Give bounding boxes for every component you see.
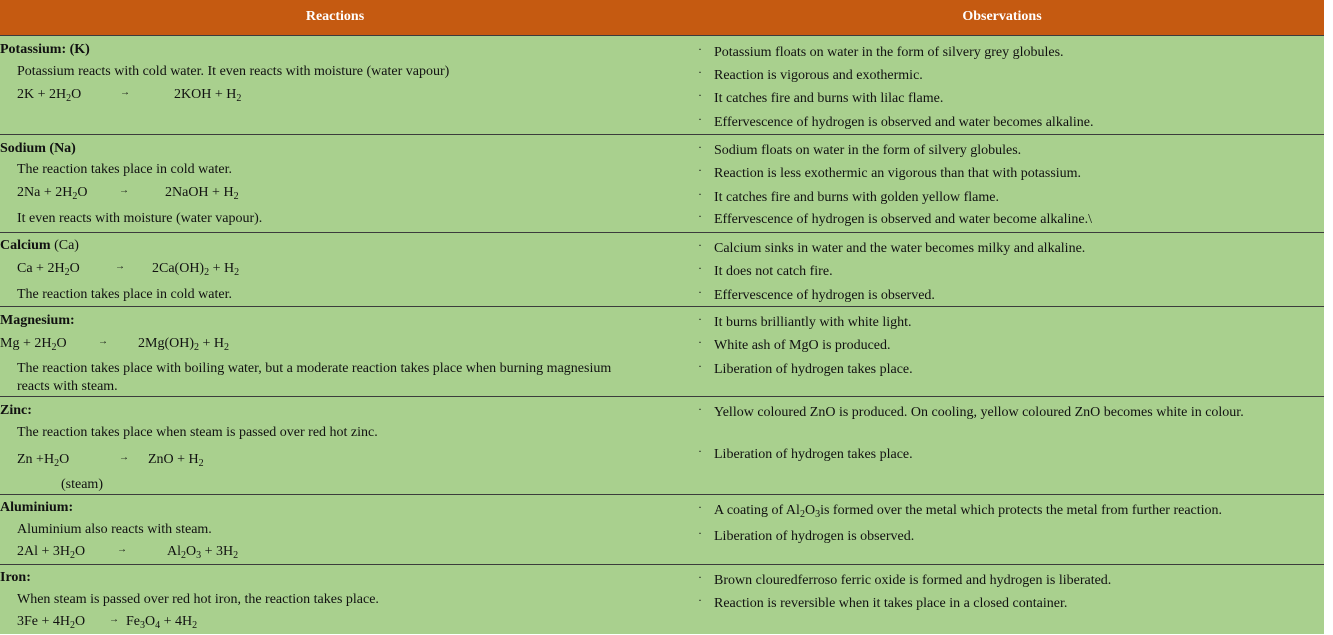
equation-products: 2NaOH + $H_2$ bbox=[165, 185, 239, 202]
table-header bbox=[0, 0, 1324, 35]
bullet-icon: · bbox=[698, 65, 702, 79]
reaction-text: Potassium reacts with cold water. It even reacts with moisture (water vapour) bbox=[17, 64, 450, 79]
arrow-icon: → bbox=[120, 87, 130, 98]
bullet-icon: · bbox=[698, 112, 702, 126]
reaction-text: The reaction takes place when steam is passed over red hot zinc. bbox=[17, 425, 378, 440]
table-row-calcium: Calcium (Ca) $Ca + 2H_2O$ → $2Ca(OH)_2 + H_2$ The reaction takes place in cold water. · Calcium sinks in water and the water becomes milky and alkaline. · It does not catch fire. · Effervescence of hydrogen is observed. bbox=[0, 232, 1324, 307]
bullet-icon: · bbox=[698, 444, 702, 458]
metal-title: Iron: bbox=[0, 570, 31, 585]
bullet-icon: · bbox=[698, 88, 702, 102]
equation-reactants: $Mg + 2H_2O$ bbox=[0, 336, 67, 353]
table-row-magnesium: Magnesium: $Mg + 2H_2O$ → $2Mg(OH)_2 + H_2$ The reaction takes place with boiling water, but a moderate reaction takes place when burning magnesium reacts with steam. · It burns brilliantly with white light. · White ash of MgO is produced. · Liberation of hydrogen takes place. bbox=[0, 306, 1324, 397]
equation-products: $2Ca(OH)_2 + H_2$ bbox=[152, 261, 240, 278]
observations-column-header: Observations bbox=[962, 9, 1042, 24]
bullet-icon: · bbox=[698, 526, 702, 540]
bullet-icon: · bbox=[698, 42, 702, 56]
bullet-icon: · bbox=[698, 359, 702, 373]
table-row-potassium: Potassium: (K) Potassium reacts with cold water. It even reacts with moisture (water vapour) $2K + 2H_2O$ → $2KOH + H_2$ · Potassium floats on water in the form of silvery grey globules. · Reaction is vigorous and exothermic. · It catches fire and burns with lilac flame. · Effervescence of hydrogen is observed and water becomes alkaline. bbox=[0, 35, 1324, 135]
bullet-icon: · bbox=[698, 187, 702, 201]
equation-reactants: $3Fe + 4H_2O$ bbox=[17, 614, 86, 631]
reactions-column-header: Reactions bbox=[305, 9, 365, 24]
reaction-text: When steam is passed over red hot iron, the reaction takes place. bbox=[17, 592, 379, 607]
metal-title: Sodium (Na) bbox=[0, 141, 76, 156]
reaction-text: The reaction takes place in cold water. bbox=[17, 287, 232, 302]
metal-title: Magnesium: bbox=[0, 313, 75, 328]
arrow-icon: → bbox=[119, 452, 129, 463]
equation-reactants: $Zn +H_2O$ bbox=[17, 452, 70, 469]
arrow-icon: → bbox=[119, 185, 129, 196]
equation-reactants: $Ca + 2H_2O$ bbox=[17, 261, 80, 278]
equation-reactants: $2Al + 3H_2O$ bbox=[17, 544, 86, 561]
metal-title: Calcium (Ca) bbox=[0, 238, 79, 253]
equation-reactants: $2Na + 2H_2O$ bbox=[17, 185, 88, 202]
equation-products: $Al_2O_3 + 3H_2$ bbox=[167, 544, 239, 561]
equation-products: ZnO + $H_2$ bbox=[148, 452, 204, 469]
equation-reactants: $2K + 2H_2O$ bbox=[17, 87, 82, 104]
bullet-icon: · bbox=[698, 238, 702, 252]
reaction-text: It even reacts with moisture (water vapour). bbox=[17, 211, 263, 226]
bullet-icon: · bbox=[698, 209, 702, 223]
bullet-icon: · bbox=[698, 261, 702, 275]
reaction-text: The reaction takes place with boiling water, but a moderate reaction takes place when burning magnesium reacts with steam. bbox=[17, 361, 612, 394]
table-row-sodium: Sodium (Na) The reaction takes place in cold water. $2Na + 2H_2O$ → 2NaOH + $H_2$ It even reacts with moisture (water vapour). · Sodium floats on water in the form of silvery globules. · Reaction is less exothermic an vigorous than that with potassium. · It catches fire and burns with golden yellow flame. · Effervescence of hydrogen is observed and water become alkaline.\ bbox=[0, 134, 1324, 233]
bullet-icon: · bbox=[698, 140, 702, 154]
table-row-iron: Iron: When steam is passed over red hot iron, the reaction takes place. $3Fe + 4H_2O$ → $Fe_3O_4 + 4H_2$ · Brown clouredferroso ferric oxide is formed and hydrogen is liberated. · Reaction is reversible when it takes place in a closed container. bbox=[0, 564, 1324, 635]
bullet-icon: · bbox=[698, 500, 702, 514]
metal-title: Zinc: bbox=[0, 403, 32, 418]
equation-products: $2Mg(OH)_2 + H_2$ bbox=[138, 336, 230, 353]
arrow-icon: → bbox=[115, 261, 125, 272]
arrow-icon: → bbox=[98, 336, 108, 347]
table-row-aluminium: Aluminium: Aluminium also reacts with steam. $2Al + 3H_2O$ → $Al_2O_3 + 3H_2$ · A coating of $Al_2O_3is$ formed over the metal which protects the metal from further reaction. · Liberation of hydrogen is observed. bbox=[0, 494, 1324, 565]
bullet-icon: · bbox=[698, 593, 702, 607]
steam-note: (steam) bbox=[61, 477, 103, 492]
arrow-icon: → bbox=[109, 614, 119, 625]
metal-title: Aluminium: bbox=[0, 500, 74, 515]
bullet-icon: · bbox=[698, 402, 702, 416]
equation-products: $2KOH + H_2$ bbox=[174, 87, 242, 104]
bullet-icon: · bbox=[698, 312, 702, 326]
reaction-text: Aluminium also reacts with steam. bbox=[17, 522, 212, 537]
bullet-icon: · bbox=[698, 335, 702, 349]
table-row-zinc: Zinc: The reaction takes place when steam is passed over red hot zinc. $Zn +H_2O$ → ZnO + $H_2$ (steam) · Yellow coloured ZnO is produced. On cooling, yellow coloured ZnO becomes white in colour. · Liberation of hydrogen takes place. bbox=[0, 396, 1324, 495]
bullet-icon: · bbox=[698, 285, 702, 299]
arrow-icon: → bbox=[117, 544, 127, 555]
metal-title: Potassium: (K) bbox=[0, 42, 90, 57]
bullet-icon: · bbox=[698, 570, 702, 584]
reaction-text: The reaction takes place in cold water. bbox=[17, 162, 232, 177]
equation-products: $Fe_3O_4 + 4H_2$ bbox=[126, 614, 198, 631]
bullet-icon: · bbox=[698, 163, 702, 177]
